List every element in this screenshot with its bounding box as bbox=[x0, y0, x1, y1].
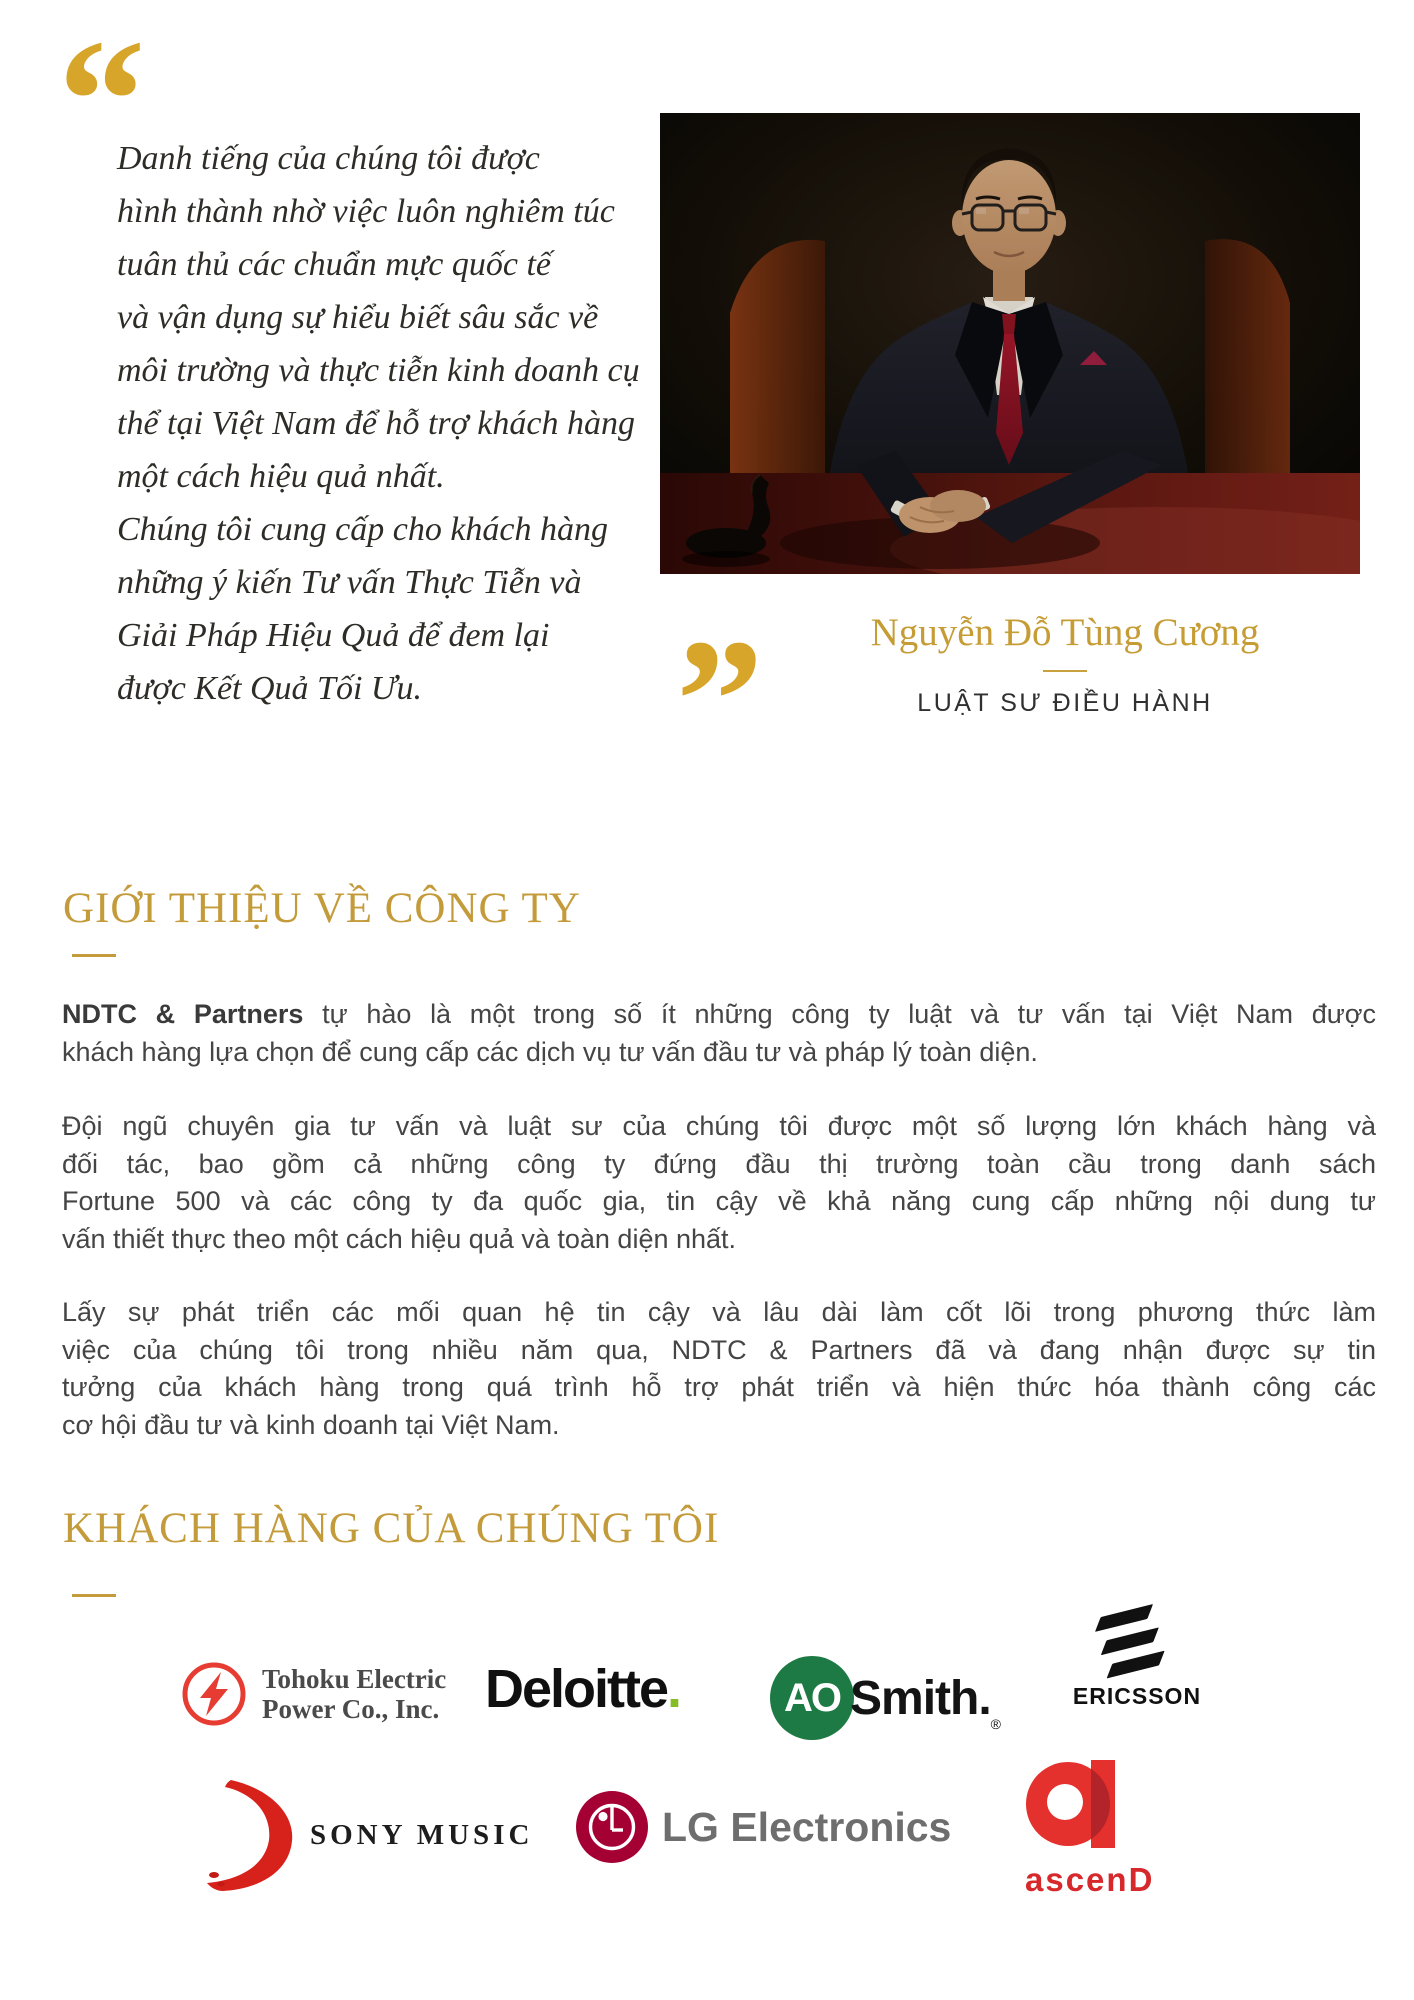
ericsson-bars-icon bbox=[1096, 1592, 1217, 1678]
paragraph-text: tự hào là một trong số ít những công ty luật và tư vấn tại Việt Nam được bbox=[303, 999, 1377, 1029]
lg-face-icon bbox=[575, 1790, 649, 1864]
paragraph-line bbox=[62, 996, 1376, 1034]
quote-line: những ý kiến Tư vấn Thực Tiễn và bbox=[117, 564, 582, 601]
quote-line: Chúng tôi cung cấp cho khách hàng bbox=[117, 511, 609, 548]
about-paragraph-1 bbox=[62, 996, 1376, 1071]
clients-heading-dash bbox=[72, 1594, 116, 1597]
logo-lg-electronics bbox=[575, 1790, 951, 1864]
paragraph-line: đối tác, bao gồm cả những công ty đứng đầu thị trường toàn cầu trong danh sách bbox=[62, 1148, 1376, 1179]
about-paragraph-3 bbox=[62, 1294, 1376, 1444]
paragraph-line: Lấy sự phát triển các mối quan hệ tin cậy và lâu dài làm cốt lõi trong phương thức làm bbox=[62, 1297, 1376, 1327]
quote-line: được Kết Quả Tối Ưu. bbox=[117, 670, 423, 707]
ericsson-wordmark: ERICSSON bbox=[1072, 1683, 1202, 1709]
logo-tohoku-electric bbox=[180, 1660, 446, 1728]
paragraph-line: cơ hội đầu tư và kinh doanh tại Việt Nam. bbox=[62, 1409, 560, 1440]
paragraph-line: Đội ngũ chuyên gia tư vấn và luật sư của chúng tôi được một số lượng lớn khách hàng và bbox=[62, 1111, 1376, 1141]
logo-ericsson bbox=[1062, 1604, 1212, 1710]
paragraph-line: Fortune 500 và các công ty đa quốc gia, tin cậy về khả năng cung cấp những nội dung tư bbox=[62, 1186, 1376, 1216]
lg-wordmark: LG Electronics bbox=[662, 1803, 952, 1850]
registered-mark: ® bbox=[990, 1716, 1001, 1732]
paragraph-line: việc của chúng tôi trong nhiều năm qua, NDTC & Partners đã và đang nhận được sự tin bbox=[62, 1334, 1376, 1365]
person-title: LUẬT SƯ ĐIỀU HÀNH bbox=[917, 689, 1213, 717]
quote-block bbox=[117, 132, 640, 715]
quote-line: một cách hiệu quả nhất. bbox=[117, 458, 445, 495]
company-name: NDTC & Partners bbox=[62, 999, 304, 1029]
logo-sony-music bbox=[205, 1778, 533, 1893]
quote-line: Danh tiếng của chúng tôi được bbox=[117, 140, 540, 177]
sony-music-wordmark: SONY MUSIC bbox=[310, 1819, 534, 1851]
open-quote-icon: “ bbox=[58, 3, 146, 197]
quote-line: hình thành nhờ việc luôn nghiêm túc bbox=[117, 193, 615, 230]
ascend-a-icon bbox=[1025, 1758, 1130, 1850]
tohoku-text-line1: Tohoku Electric bbox=[262, 1664, 447, 1694]
ascend-wordmark: ascenD bbox=[1025, 1861, 1155, 1898]
quote-line: thể tại Việt Nam để hỗ trợ khách hàng bbox=[117, 405, 635, 442]
about-paragraph-2 bbox=[62, 1108, 1376, 1258]
paragraph-line: tưởng của khách hàng trong quá trình hỗ trợ phát triển và hiện thức hóa thành công các bbox=[62, 1372, 1376, 1402]
clients-heading: KHÁCH HÀNG CỦA CHÚNG TÔI bbox=[63, 1505, 720, 1552]
portrait-photo bbox=[660, 113, 1360, 574]
about-heading-dash bbox=[72, 954, 116, 957]
deloitte-wordmark: Deloitte bbox=[485, 1659, 668, 1719]
tohoku-text-line2: Power Co., Inc. bbox=[262, 1694, 440, 1724]
logo-ascend bbox=[1025, 1758, 1154, 1899]
logo-ao-smith bbox=[770, 1656, 1001, 1740]
paragraph-line: khách hàng lựa chọn để cung cấp các dịch vụ tư vấn đầu tư và pháp lý toàn diện. bbox=[62, 1036, 1038, 1067]
tohoku-bolt-icon bbox=[180, 1660, 248, 1728]
deloitte-green-dot: . bbox=[667, 1659, 681, 1719]
about-heading: GIỚI THIỆU VỀ CÔNG TY bbox=[63, 885, 581, 932]
quote-line: và vận dụng sự hiểu biết sâu sắc về bbox=[117, 299, 599, 336]
ao-smith-wordmark: Smith. bbox=[850, 1671, 991, 1725]
ao-smith-circle-icon: AO bbox=[770, 1656, 854, 1740]
paragraph-line: vấn thiết thực theo một cách hiệu quả và toàn diện nhất. bbox=[62, 1223, 737, 1254]
caption-divider bbox=[1043, 670, 1087, 672]
sony-music-swirl-icon bbox=[205, 1778, 300, 1893]
quote-line: môi trường và thực tiễn kinh doanh cụ bbox=[117, 352, 640, 389]
close-quote-icon: ” bbox=[676, 603, 764, 797]
person-name: Nguyễn Đỗ Tùng Cương bbox=[870, 611, 1260, 654]
logo-deloitte bbox=[485, 1658, 680, 1720]
quote-line: tuân thủ các chuẩn mực quốc tế bbox=[117, 246, 551, 283]
photo-caption bbox=[760, 610, 1370, 718]
quote-line: Giải Pháp Hiệu Quả để đem lại bbox=[117, 617, 550, 654]
